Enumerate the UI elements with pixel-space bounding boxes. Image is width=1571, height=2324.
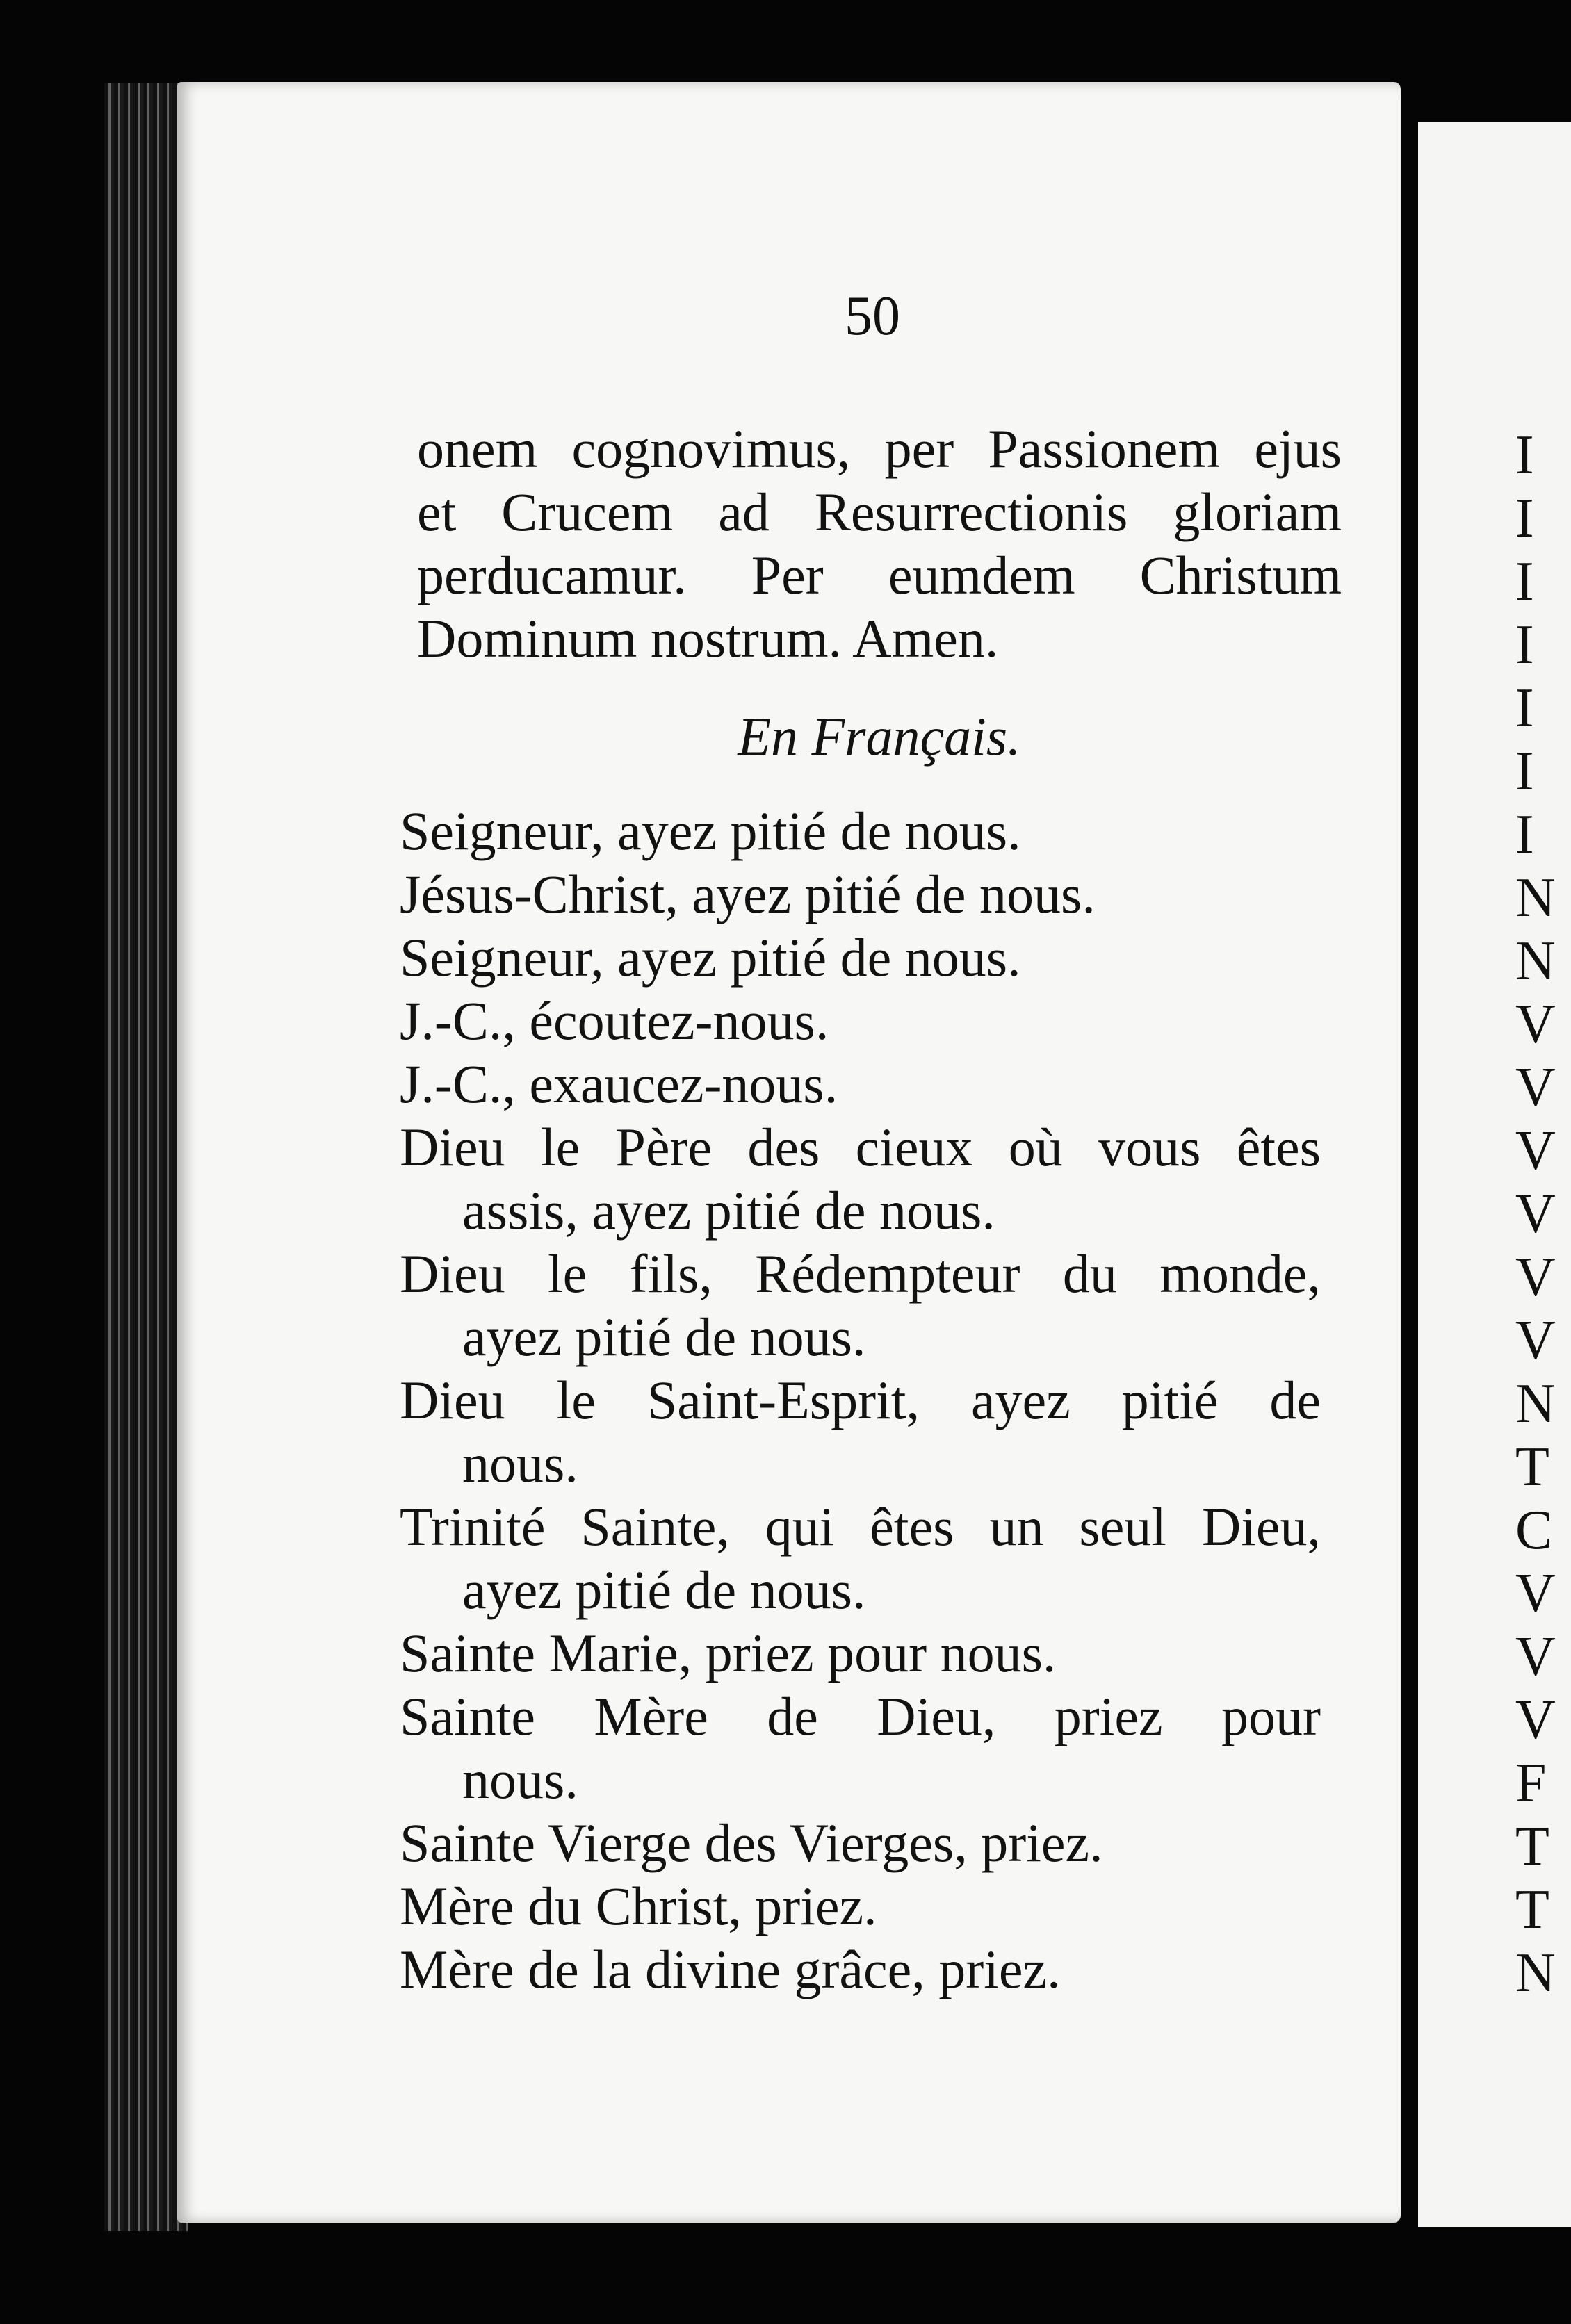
facing-page-letter: F: [1515, 1753, 1547, 1814]
litany-line: Sainte Mère de Dieu, priez pour: [400, 1686, 1321, 1746]
litany-entry: [400, 1115, 1321, 1242]
litany-entry: [400, 1495, 1321, 1621]
facing-page-letter: V: [1515, 1120, 1556, 1181]
litany-line: Dieu le Saint-Esprit, ayez pitié de: [400, 1370, 1321, 1430]
litany-continuation: ayez pitié de nous.: [462, 1307, 866, 1367]
litany-line: Jésus-Christ, ayez pitié de nous.: [400, 864, 1096, 924]
latin-line: perducamur. Per eumdem Christum: [417, 545, 1342, 605]
litany-list: [400, 799, 1321, 2001]
facing-page-letter: N: [1515, 1942, 1556, 2004]
facing-page-letter: I: [1515, 614, 1534, 676]
facing-page-letter: C: [1515, 1500, 1553, 1561]
facing-page-letter: N: [1515, 867, 1556, 928]
facing-page-letter: V: [1515, 1057, 1556, 1118]
litany-entry: [400, 926, 1321, 989]
facing-page-letter: V: [1515, 1563, 1556, 1624]
facing-page-fragment: [1418, 122, 1571, 2227]
facing-page-letter: V: [1515, 994, 1556, 1055]
book-page-edges: [104, 83, 188, 2231]
litany-entry: [400, 1052, 1321, 1115]
litany-entry: [400, 989, 1321, 1052]
litany-line: Dieu le Père des cieux où vous êtes: [400, 1117, 1321, 1177]
facing-page-letter: I: [1515, 551, 1534, 612]
litany-line: Mère de la divine grâce, priez.: [400, 1939, 1061, 1999]
facing-page-letter: T: [1515, 1437, 1549, 1498]
litany-entry: [400, 1685, 1321, 1811]
litany-continuation: nous.: [462, 1749, 578, 1810]
facing-page-letter: I: [1515, 425, 1534, 486]
page-number: 50: [845, 286, 900, 347]
facing-page-letter: I: [1515, 804, 1534, 865]
litany-entry: [400, 1811, 1321, 1874]
facing-page-letter: T: [1515, 1816, 1549, 1877]
litany-entry: [400, 1368, 1321, 1495]
litany-continuation: assis, ayez pitié de nous.: [462, 1180, 995, 1241]
litany-entry: [400, 1621, 1321, 1685]
litany-entry: [400, 862, 1321, 926]
litany-line: J.-C., exaucez-nous.: [400, 1054, 838, 1114]
facing-page-letter: I: [1515, 741, 1534, 802]
litany-entry: [400, 1874, 1321, 1938]
facing-page-letter: V: [1515, 1626, 1556, 1687]
litany-line: Sainte Vierge des Vierges, priez.: [400, 1812, 1103, 1873]
litany-continuation: nous.: [462, 1433, 578, 1494]
litany-line: Seigneur, ayez pitié de nous.: [400, 801, 1021, 861]
facing-page-letter: V: [1515, 1184, 1556, 1245]
litany-entry: [400, 1242, 1321, 1368]
latin-line: onem cognovimus, per Passionem ejus: [417, 418, 1342, 479]
latin-line: et Crucem ad Resurrectionis gloriam: [417, 482, 1342, 542]
litany-line: J.-C., écoutez-nous.: [400, 990, 829, 1051]
facing-page-letter: N: [1515, 1373, 1556, 1434]
litany-line: Sainte Marie, priez pour nous.: [400, 1623, 1057, 1683]
litany-line: Dieu le fils, Rédempteur du monde,: [400, 1243, 1321, 1304]
facing-page-letter: V: [1515, 1689, 1556, 1751]
facing-page-letter: N: [1515, 931, 1556, 992]
latin-prayer-ending: [417, 417, 1342, 670]
litany-continuation: ayez pitié de nous.: [462, 1560, 866, 1620]
litany-line: Mère du Christ, priez.: [400, 1876, 877, 1936]
section-heading: En Français.: [738, 706, 1021, 767]
facing-page-letter: T: [1515, 1879, 1549, 1940]
litany-entry: [400, 799, 1321, 862]
facing-page-letter: V: [1515, 1310, 1556, 1371]
latin-line: Dominum nostrum. Amen.: [417, 608, 999, 669]
facing-page-letter: I: [1515, 488, 1534, 549]
litany-line: Seigneur, ayez pitié de nous.: [400, 927, 1021, 988]
litany-line: Trinité Sainte, qui êtes un seul Dieu,: [400, 1496, 1321, 1557]
litany-entry: [400, 1938, 1321, 2001]
facing-page-letter: I: [1515, 678, 1534, 739]
facing-page-letter: V: [1515, 1247, 1556, 1308]
